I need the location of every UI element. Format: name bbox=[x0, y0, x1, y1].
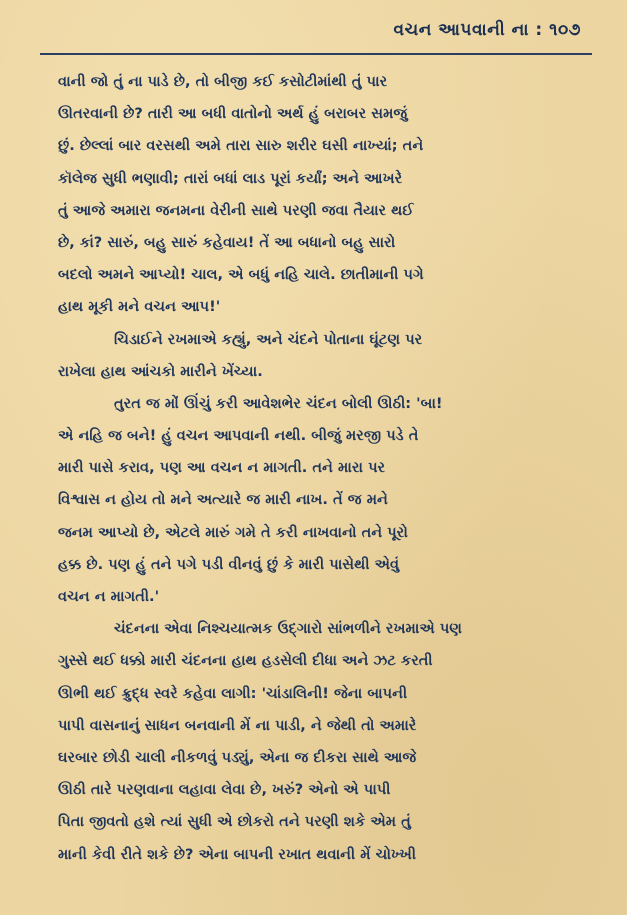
text-line: પાપી વાસનાનું સાધન બનવાની મેં ના પાડી, ને જેથી તો અમારે bbox=[58, 716, 417, 734]
text-line: છે, કાં? સારું, બહુ સારું કહેવાય! તેં આ બધાનો બહુ સારો bbox=[58, 233, 396, 251]
text-line: ઘરબાર છોડી ચાલી નીકળવું પડ્યું, એના જ દીકરા સાથે આજે bbox=[58, 748, 417, 766]
text-line: ઊભી થઈ ક્રુદ્ધ સ્વરે કહેવા લાગી: 'ચાંડાલિની! જેના બાપની bbox=[58, 684, 408, 702]
text-line: માની કેવી રીતે શકે છે? એના બાપની રખાત થવાની મેં ચોખ્ખી bbox=[58, 845, 417, 863]
text-line: છું. છેલ્લાં બાર વરસથી અમે તારા સારુ શરીર ઘસી નાખ્યાં; તને bbox=[58, 137, 424, 155]
text-line: ચિડાઈને રખમાએ કહ્યું, અને ચંદને પોતાના ઘૂંટણ પર bbox=[114, 330, 423, 348]
text-line: તું આજે અમારા જનમના વેરીની સાથે પરણી જવા તૈયાર થઈ bbox=[58, 201, 414, 219]
text-line: જનમ આપ્યો છે, એટલે મારું ગમે તે કરી નાખવાનો તને પૂરો bbox=[58, 523, 408, 541]
text-line: પિતા જીવતો હશે ત્યાં સુધી એ છોકરો તને પરણી શકે એમ તું bbox=[58, 813, 411, 831]
text-line: મારી પાસે કરાવ, પણ આ વચન ન માગતી. તને મારા પર bbox=[58, 459, 386, 477]
text-line: ઊતરવાની છે? તારી આ બધી વાતોનો અર્થ હું બરાબર સમજું bbox=[58, 105, 408, 123]
text-line: એ નહિ જ બને! હું વચન આપવાની નથી. બીજું મરજી પડે તે bbox=[58, 427, 419, 445]
text-line: રાખેલા હાથ આંચકો મારીને ખેંચ્યા. bbox=[58, 362, 263, 380]
text-line: ચંદનના એવા નિશ્ચયાત્મક ઉદ્ગારો સાંભળીને રખમાએ પણ bbox=[114, 620, 463, 638]
text-line: કૉલેજ સુધી ભણાવી; તારાં બધાં લાડ પૂરાં કર્યાં; અને આખરે bbox=[58, 169, 403, 187]
text-line: ઊઠી તારે પરણવાના લહાવા લેવા છે, ખરું? એનો એ પાપી bbox=[58, 781, 391, 799]
text-line: વચન ન માગતી.' bbox=[58, 588, 160, 605]
text-line: વિશ્વાસ ન હોય તો મને અત્યારે જ મારી નાખ. તેં જ મને bbox=[58, 491, 388, 509]
running-header: વચન આપવાની ના : ૧૦૭ bbox=[393, 20, 581, 40]
header-rule bbox=[40, 53, 592, 55]
text-line: તુરત જ મોં ઊંચું કરી આવેશભેર ચંદન બોલી ઊઠી: 'બા! bbox=[114, 394, 443, 412]
page-body-text bbox=[58, 66, 578, 871]
text-line: બદલો અમને આપ્યો! ચાલ, એ બધું નહિ ચાલે. છાતીમાની પગે bbox=[58, 266, 424, 284]
text-line: ગુસ્સે થઈ ધક્કો મારી ચંદનના હાથ હડસેલી દીધા અને ઝટ કરતી bbox=[58, 652, 433, 670]
text-line: હાથ મૂકી મને વચન આપ!' bbox=[58, 298, 221, 316]
text-line: વાની જો તું ના પાડે છે, તો બીજી કઈ કસોટીમાંથી તું પાર bbox=[58, 73, 388, 90]
text-line: હક્ક છે. પણ હું તને પગે પડી વીનવું છું કે મારી પાસેથી એવું bbox=[58, 555, 400, 573]
